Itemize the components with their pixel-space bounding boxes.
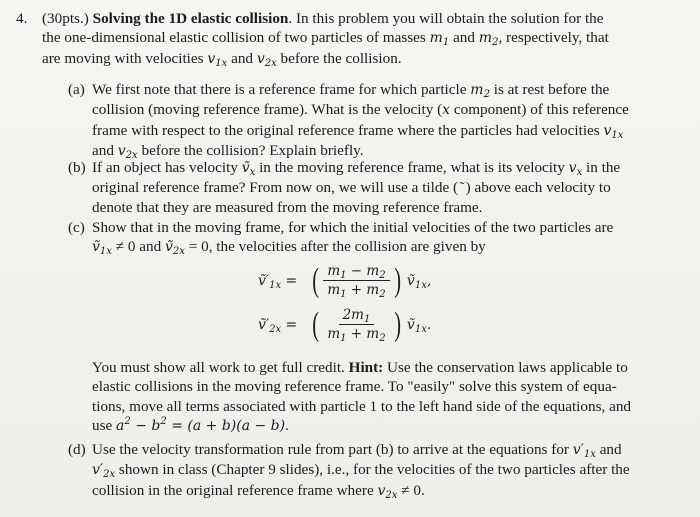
problem-statement: 4. (30pts.) Solving the 1D elastic collision. In this problem you will obtain the solution for the the one-dimensional elastic collision of two particles of masses $m_1$ and $m_2$, respectively, that are moving with velocities $v_{1x}$ and $v_{2x}$ before the collision. [42, 9, 682, 69]
part-c-body: You must show all work to get full credit. Hint: Use the conservation laws applicable to elastic collisions in the moving reference frame. To "easily" solve this system of equa- tions, move all terms associated with particle 1 to the left hand side of the equations, and use $a^2 - b^2 = (a + b)(a - b)$. [92, 359, 632, 435]
problem-title: Solving the 1D elastic collision [92, 10, 289, 27]
part-c: (c) Show that in the moving frame, for which the initial velocities of the two particles are ṽ$_{1x}$ ≠ 0 and ṽ$_{2x}$ = 0, the velocities after the collision are given by [68, 219, 614, 258]
equation-v1-prime: $ṽ'_{1x}$ = ( $\frac{m_1 - m_2}{m_1 + m_2}$ ) ṽ$_{1x}$, [258, 261, 432, 300]
problem-number: 4. [16, 10, 28, 27]
part-c-label: (c) [68, 219, 85, 236]
part-a-label: (a) [68, 81, 85, 98]
part-b-label: (b) [68, 159, 86, 176]
part-d-label: (d) [68, 441, 86, 458]
problem-line-3: are moving with velocities $v_{1x}$ and $v_{2x}$ before the collision. [42, 49, 402, 69]
part-a: (a) We first note that there is a reference frame for which particle $m_2$ is at rest before the collision (moving reference frame). What is the velocity (x component) of this reference frame with respect to the original reference frame where the particles had velocities $v_{1x}$ and $v_{2x}$ before the collision? Explain briefly. [68, 81, 629, 162]
problem-points: (30pts.) [42, 10, 89, 27]
part-b: (b) If an object has velocity ṽ$_x$ in the moving reference frame, what is its velocity $v_x$ in the original reference frame? From now on, we will use a tilde ( ˜ ) above each velocity to denote that they are measured from the moving reference frame. [68, 159, 621, 216]
problem-line-2: the one-dimensional elastic collision of two particles of masses $m_1$ and $m_2$, respectively, that [42, 29, 609, 49]
part-d: (d) Use the velocity transformation rule from part (b) to arrive at the equations for $v'_{1x}$ and $v'_{2x}$ shown in class (Chapter 9 slides), i.e., for the velocities of the two particles after the collision in the original reference frame where $v_{2x} \ne 0$. [68, 441, 630, 501]
equation-v2-prime: $ṽ'_{2x}$ = ( $\frac{2m_1}{m_1 + m_2}$ ) ṽ$_{1x}$. [258, 305, 432, 344]
